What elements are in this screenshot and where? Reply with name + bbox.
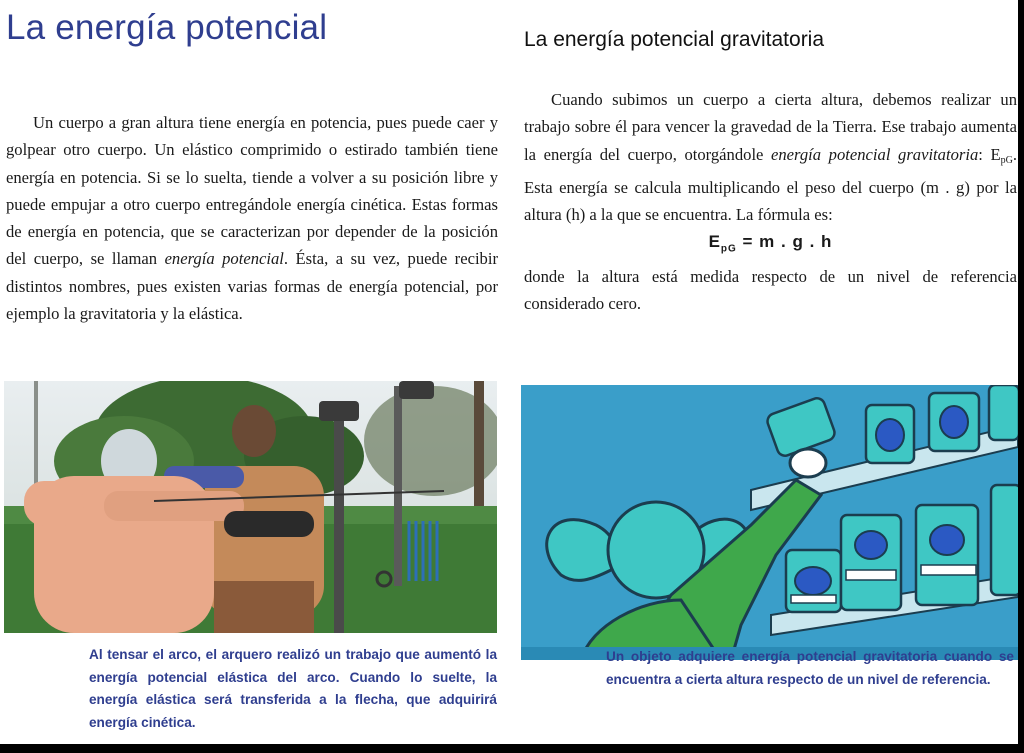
section-subtitle: La energía potencial gravitatoria — [524, 28, 825, 51]
left-paragraph-text: Un cuerpo a gran altura tiene energía en potencia, pues puede caer y golpear otro cuerpo. Un elástico comprimido o estirado también tiene energía en potencia. Si se lo suelta, tiende a volver a su posición libre y puede empujar a otro cuerpo entregándole energía cinética. Estas formas de energía en potencia, que se caracterizan por depender de la posición del cuerpo, se llaman — [6, 113, 498, 269]
archer-illustration — [4, 381, 497, 633]
formula — [524, 228, 1017, 263]
girl-shelf-drawing — [521, 385, 1018, 660]
archer-caption: Al tensar el arco, el arquero realizó un trabajo que aumentó la energía potencial elástica del arco. Cuando lo suelte, la energía elástica será transferida a la flecha, que adquirirá energía cinética. — [89, 647, 497, 730]
left-paragraph-text-end: . Ésta, a su vez, puede recibir distintos nombres, pues existen varias formas de energía potencial, por ejemplo la gravitatoria y la elástica. — [6, 249, 498, 324]
formula-rest: = m . g . h — [736, 232, 833, 252]
symbol-subscript: pG — [1000, 154, 1013, 166]
left-paragraph — [6, 109, 498, 327]
right-paragraph-2: donde la altura está medida respecto de un nivel de referencia considerado cero. — [524, 267, 1017, 314]
formula-subscript: pG — [720, 243, 737, 255]
right-paragraph-text-end: . Esta energía se calcula multiplicando el peso del cuerpo (m . g) por la altura (h) a la que se encuentra. La fórmula es: — [524, 144, 1017, 225]
term-energia-potencial: energía potencial — [164, 249, 284, 269]
shelf-illustration — [521, 385, 1018, 660]
page-title: La energía potencial — [6, 8, 328, 47]
right-paragraph-1 — [524, 86, 1017, 228]
shelf-caption: Un objeto adquiere energía potencial gravitatoria cuando se encuentra a cierta altura respecto de un nivel de referencia. — [606, 649, 1014, 687]
archer-photo — [4, 381, 497, 633]
right-paragraph-text: Cuando subimos un cuerpo a cierta altura, debemos realizar un trabajo sobre él para vencer la gravedad de la Tierra. Ese trabajo aumenta la energía del cuerpo, otorgándole — [524, 90, 1017, 164]
symbol-e: : E — [978, 144, 1001, 164]
term-energia-potencial-gravitatoria: energía potencial gravitatoria — [771, 144, 979, 164]
formula-e: E — [708, 232, 721, 252]
left-text-column — [6, 109, 498, 327]
right-text-column — [524, 86, 1017, 318]
